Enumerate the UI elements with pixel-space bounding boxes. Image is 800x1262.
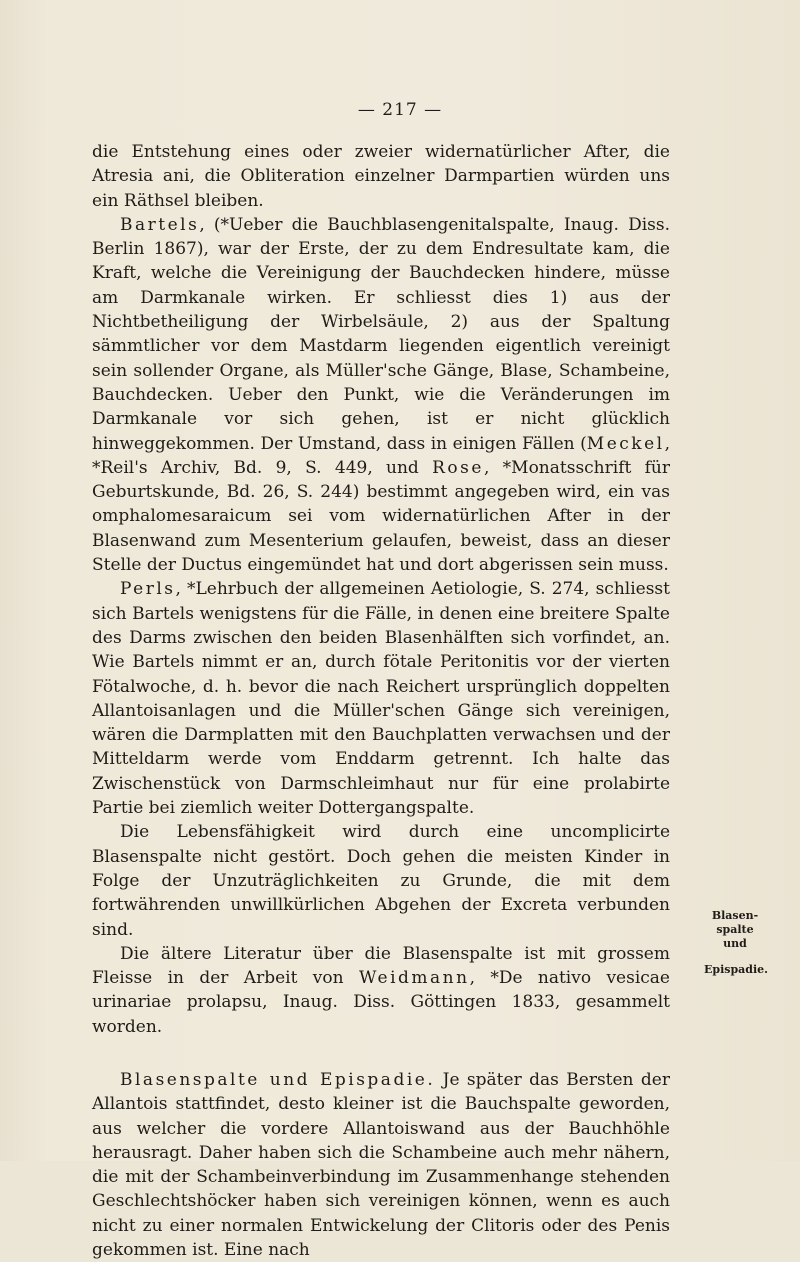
margin-note-line: und bbox=[723, 937, 747, 950]
margin-note bbox=[680, 909, 790, 976]
paragraph-1 bbox=[92, 140, 670, 213]
spaced-name: Meckel bbox=[586, 433, 665, 454]
paragraph-3 bbox=[92, 577, 670, 820]
text-run: Die Lebensfähigkeit wird durch eine uncomplicirte Blasenspalte nicht gestört. Doch gehen die meisten Kinder in Folge der Unzuträglichkeiten zu Grunde, die mit dem fortwährenden unwillkürlichen Abgehen der Excreta verbunden sind. bbox=[92, 822, 670, 940]
spaced-name: Perls bbox=[120, 579, 176, 600]
margin-note-line: Blasen- bbox=[711, 909, 759, 922]
text-run: Je später das Bersten der Allantois stattfindet, desto kleiner ist die Bauchspalte geworden, aus welcher die vordere Allantoiswand aus der Bauchhöhle herausragt. Daher haben sich die Schambeine auch mehr nähern, die mit der Schambeinverbindung im Zusammenhange stehenden Geschlechtshöcker haben sich vereinigen können, wenn es auch nicht zu einer normalen Entwickelung der Clitoris oder des Penis gekommen ist. Eine nach bbox=[92, 1069, 670, 1261]
spaced-name: Bartels bbox=[120, 214, 200, 235]
paragraph-4 bbox=[92, 820, 670, 941]
text-run: , *De nativo vesicae urinariae prolapsu, Inaug. Diss. Göttingen 1833, gesammelt worden. bbox=[92, 968, 670, 1037]
spaced-name: Weidmann bbox=[358, 968, 470, 989]
text-run: , *Reil's Archiv, Bd. 9, S. 449, und bbox=[92, 433, 670, 478]
text-run: die Entstehung eines oder zweier widernatürlicher After, die Atresia ani, die Obliteration einzelner Darmpartien würden uns ein Räthsel bleiben. bbox=[92, 142, 670, 211]
margin-note-line: Epispadie. bbox=[704, 963, 768, 976]
spaced-name: Rose bbox=[432, 457, 484, 478]
text-run: Die ältere Literatur über die Blasenspalte ist mit grossem Fleisse in der Arbeit von bbox=[92, 943, 670, 989]
text-run: , *Lehrbuch der allgemeinen Aetiologie, S. 274, schliesst sich Bartels wenigstens für die Fälle, in denen eine breitere Spalte des Darms zwischen den beiden Blasenhälften sich vorfindet, an. Wie Bartels nimmt er an, durch fötale Peritonitis vor der vierten Fötalwoche, d. h. bevor die nach Reichert ursprünglich doppelten Allantoisanlagen und die Müller'schen Gänge sich vereinigen, wären die Darmplatten mit den Bauchplatten verwachsen und der Mitteldarm werde vom Enddarm getrennt. Ich halte das Zwischenstück von Darmschleimhaut nur für eine prolabirte Partie bei ziemlich weiter Dottergangspalte. bbox=[92, 579, 670, 819]
paragraph-2 bbox=[92, 213, 670, 577]
text-run: , *Monatsschrift für Geburtskunde, Bd. 26, S. 244) bestimmt angegeben wird, ein vas omphalomesaraicum sei vom widernatürlichen After in der Blasenwand zum Mesenterium gelaufen, beweist, dass an dieser Stelle der Ductus eingemündet hat und dort abgerissen sein muss. bbox=[92, 457, 670, 576]
paragraph-5 bbox=[92, 942, 670, 1039]
margin-note-line: spalte bbox=[716, 923, 754, 936]
section-paragraph bbox=[92, 1068, 670, 1262]
body-text bbox=[92, 140, 670, 1262]
page-number: — 217 — bbox=[357, 100, 443, 120]
spaced-name: Blasenspalte und Epispadie. bbox=[120, 1069, 436, 1090]
text-run: , (*Ueber die Bauchblasengenitalspalte, Inaug. Diss. Berlin 1867), war der Erste, der zu dem Endresultate kam, die Kraft, welche die Vereinigung der Bauchdecken hindere, müsse am Darmkanale wirken. Er schliesst dies 1) aus der Nichtbetheiligung der Wirbelsäule, 2) aus der Spaltung sämmtlicher vor dem Mastdarm liegenden eigentlich vereinigt sein sollender Organe, als Müller'sche Gänge, Blase, Schambeine, Bauchdecken. Ueber den Punkt, wie die Veränderungen im Darmkanale vor sich gehen, ist er nicht glücklich hinweggekommen. Der Umstand, dass in einigen Fällen ( bbox=[92, 214, 670, 454]
